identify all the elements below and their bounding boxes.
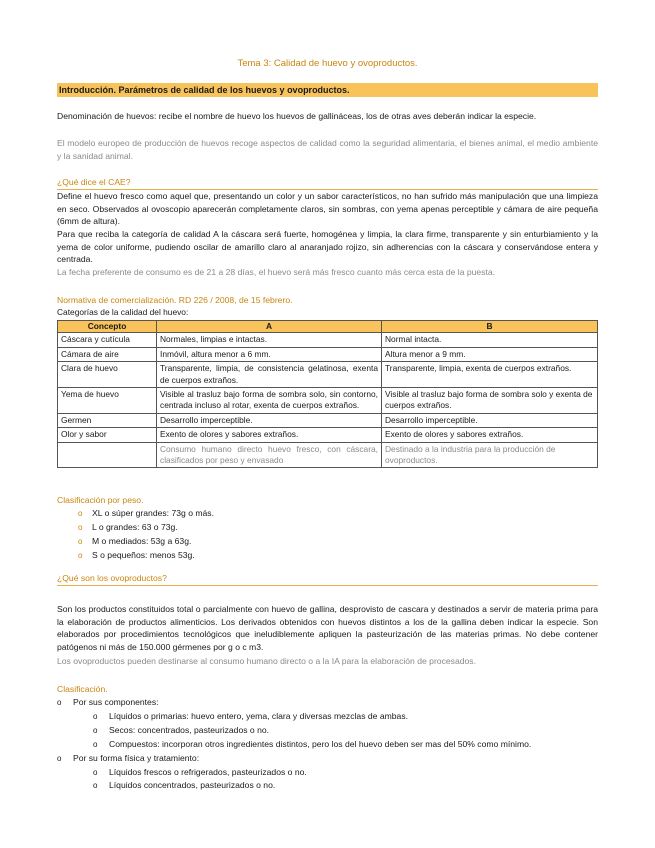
list-item: o Compuestos: incorporan otros ingredientes distintos, pero los del huevo deben ser mas del 50% como mínimo. [57, 738, 617, 752]
table-row [58, 362, 598, 388]
quality-table [57, 320, 598, 468]
table-header-a: A [157, 321, 382, 333]
table-cell: Consumo humano directo huevo fresco, con cáscara, clasificados por peso y envasado [157, 442, 382, 468]
table-cell: Destinado a la industria para la producción de ovoproductos. [382, 442, 598, 468]
bullet-icon: o [78, 536, 83, 546]
table-row [58, 333, 598, 347]
bullet-icon: o [78, 509, 83, 518]
table-cell: Normales, limpias e intactas. [157, 333, 382, 347]
bullet-icon: o [93, 725, 98, 735]
table-cell: Normal intacta. [382, 333, 598, 347]
list-item: o Por su forma física y tratamiento: [57, 752, 617, 766]
modelo-europeo-paragraph: El modelo europeo de producción de huevos recoge aspectos de calidad como la seguridad alimentaria, el bienes animal, el medio ambiente y la sanidad animal. [57, 138, 598, 161]
table-row [58, 347, 598, 361]
list-item: o S o pequeños: menos 53g. [78, 549, 578, 563]
cae-heading: ¿Qué dice el CAE? [57, 177, 131, 187]
ovo-heading-rule [57, 585, 598, 586]
table-cell: Exento de olores y sabores extraños. [382, 428, 598, 442]
table-cell: Yema de huevo [58, 388, 157, 414]
list-item: o L o grandes: 63 o 73g. [78, 521, 578, 535]
table-row [58, 428, 598, 442]
list-item: o Líquidos concentrados, pasteurizados o no. [57, 779, 617, 793]
peso-heading: Clasificación por peso. [57, 495, 144, 505]
table-row [58, 413, 598, 427]
table-cell: Visible al trasluz bajo forma de sombra solo, sin contorno, centrada incluso al rotar, exenta de cuerpos extraños. [157, 388, 382, 414]
list-item: o M o mediados: 53g a 63g. [78, 535, 578, 549]
table-cell: Inmóvil, altura menor a 6 mm. [157, 347, 382, 361]
intro-heading: Introducción. Parámetros de calidad de los huevos y ovoproductos. [57, 83, 598, 97]
table-cell: Desarrollo imperceptible. [382, 413, 598, 427]
denominacion-paragraph: Denominación de huevos: recibe el nombre de huevo los huevos de gallináceas, los de otras aves deberán indicar la especie. [57, 111, 537, 121]
bullet-icon: o [57, 753, 62, 763]
cae-paragraph-2: Para que reciba la categoría de calidad A la cáscara será fuerte, homogénea y limpia, la clara firme, transparente y sin enturbiamiento y la yema de color uniforme, pudiendo oscilar de amarillo claro al anaranjado rojizo, sin adherencias con la cáscara y conservándose entera y centrada. [57, 229, 598, 265]
list-item: o Líquidos o primarias: huevo entero, yema, clara y diversas mezclas de ambas. [57, 710, 617, 724]
categorias-heading: Categorías de la calidad del huevo: [57, 307, 189, 317]
list-item: o Por sus componentes: [57, 696, 617, 710]
table-cell: Clara de huevo [58, 362, 157, 388]
bullet-icon: o [78, 550, 83, 560]
table-cell: Altura menor a 9 mm. [382, 347, 598, 361]
table-row [58, 388, 598, 414]
table-cell: Transparente, limpia, exenta de cuerpos extraños. [382, 362, 598, 388]
normativa-heading: Normativa de comercialización. RD 226 / 2008, de 15 febrero. [57, 295, 293, 305]
document-title: Tema 3: Calidad de huevo y ovoproductos. [237, 58, 418, 69]
cae-paragraph-1: Define el huevo fresco como aquel que, presentando un color y un sabor característicos, no han sufrido más manipulación que una limpieza en seco. Observados al ovoscopio aparecerán completamente claros, sin sombras, con yema apenas perceptible y cámara de aire pequeña (6mm de altura). [57, 191, 598, 227]
table-cell: Exento de olores y sabores extraños. [157, 428, 382, 442]
ovo-paragraph-2: Los ovoproductos pueden destinarse al consumo humano directo o a la IA para la elaboración de procesados. [57, 656, 476, 666]
peso-list [78, 507, 578, 563]
table-cell: Cáscara y cutícula [58, 333, 157, 347]
ovo-heading: ¿Qué son los ovoproductos? [57, 573, 167, 583]
list-item: o Secos: concentrados, pasteurizados o no. [57, 724, 617, 738]
table-cell: Cámara de aire [58, 347, 157, 361]
bullet-icon: o [93, 767, 98, 777]
table-cell: Olor y sabor [58, 428, 157, 442]
ovo-paragraph-1: Son los productos constituidos total o parcialmente con huevo de gallina, desprovisto de cascara y destinados a servir de materia prima para la elaboración de productos alimenticios. Los derivados obtenidos con huevos distintos a los de la gallina deben indicar la especie. Son elaborados por procedimientos tecnológicos que ineludiblemente apliquen la pasteurización de las materias primas. No debe contener patógenos ni más de 150.000 gérmenes por g o c m3. [57, 604, 598, 652]
table-cell: Desarrollo imperceptible. [157, 413, 382, 427]
table-header-row [58, 321, 598, 333]
table-cell: Visible al trasluz bajo forma de sombra solo y exenta de cuerpos extraños. [382, 388, 598, 414]
table-header-b: B [382, 321, 598, 333]
bullet-icon: o [78, 522, 83, 532]
bullet-icon: o [57, 698, 62, 707]
list-item: o XL o súper grandes: 73g o más. [78, 507, 578, 521]
bullet-icon: o [93, 739, 98, 749]
bullet-icon: o [93, 781, 98, 791]
table-row [58, 442, 598, 468]
bullet-icon: o [93, 711, 98, 721]
table-header-concepto: Concepto [58, 321, 157, 333]
clasificacion-list [57, 696, 617, 793]
table-cell: Transparente, limpia, de consistencia gelatinosa, exenta de cuerpos extraños. [157, 362, 382, 388]
table-cell: Germen [58, 413, 157, 427]
table-cell [58, 442, 157, 468]
clasificacion-heading: Clasificación. [57, 684, 108, 694]
list-item: o Líquidos frescos o refrigerados, pasteurizados o no. [57, 766, 617, 780]
cae-paragraph-3: La fecha preferente de consumo es de 21 a 28 días, el huevo será más fresco cuanto más cerca esta de la puesta. [57, 267, 496, 277]
